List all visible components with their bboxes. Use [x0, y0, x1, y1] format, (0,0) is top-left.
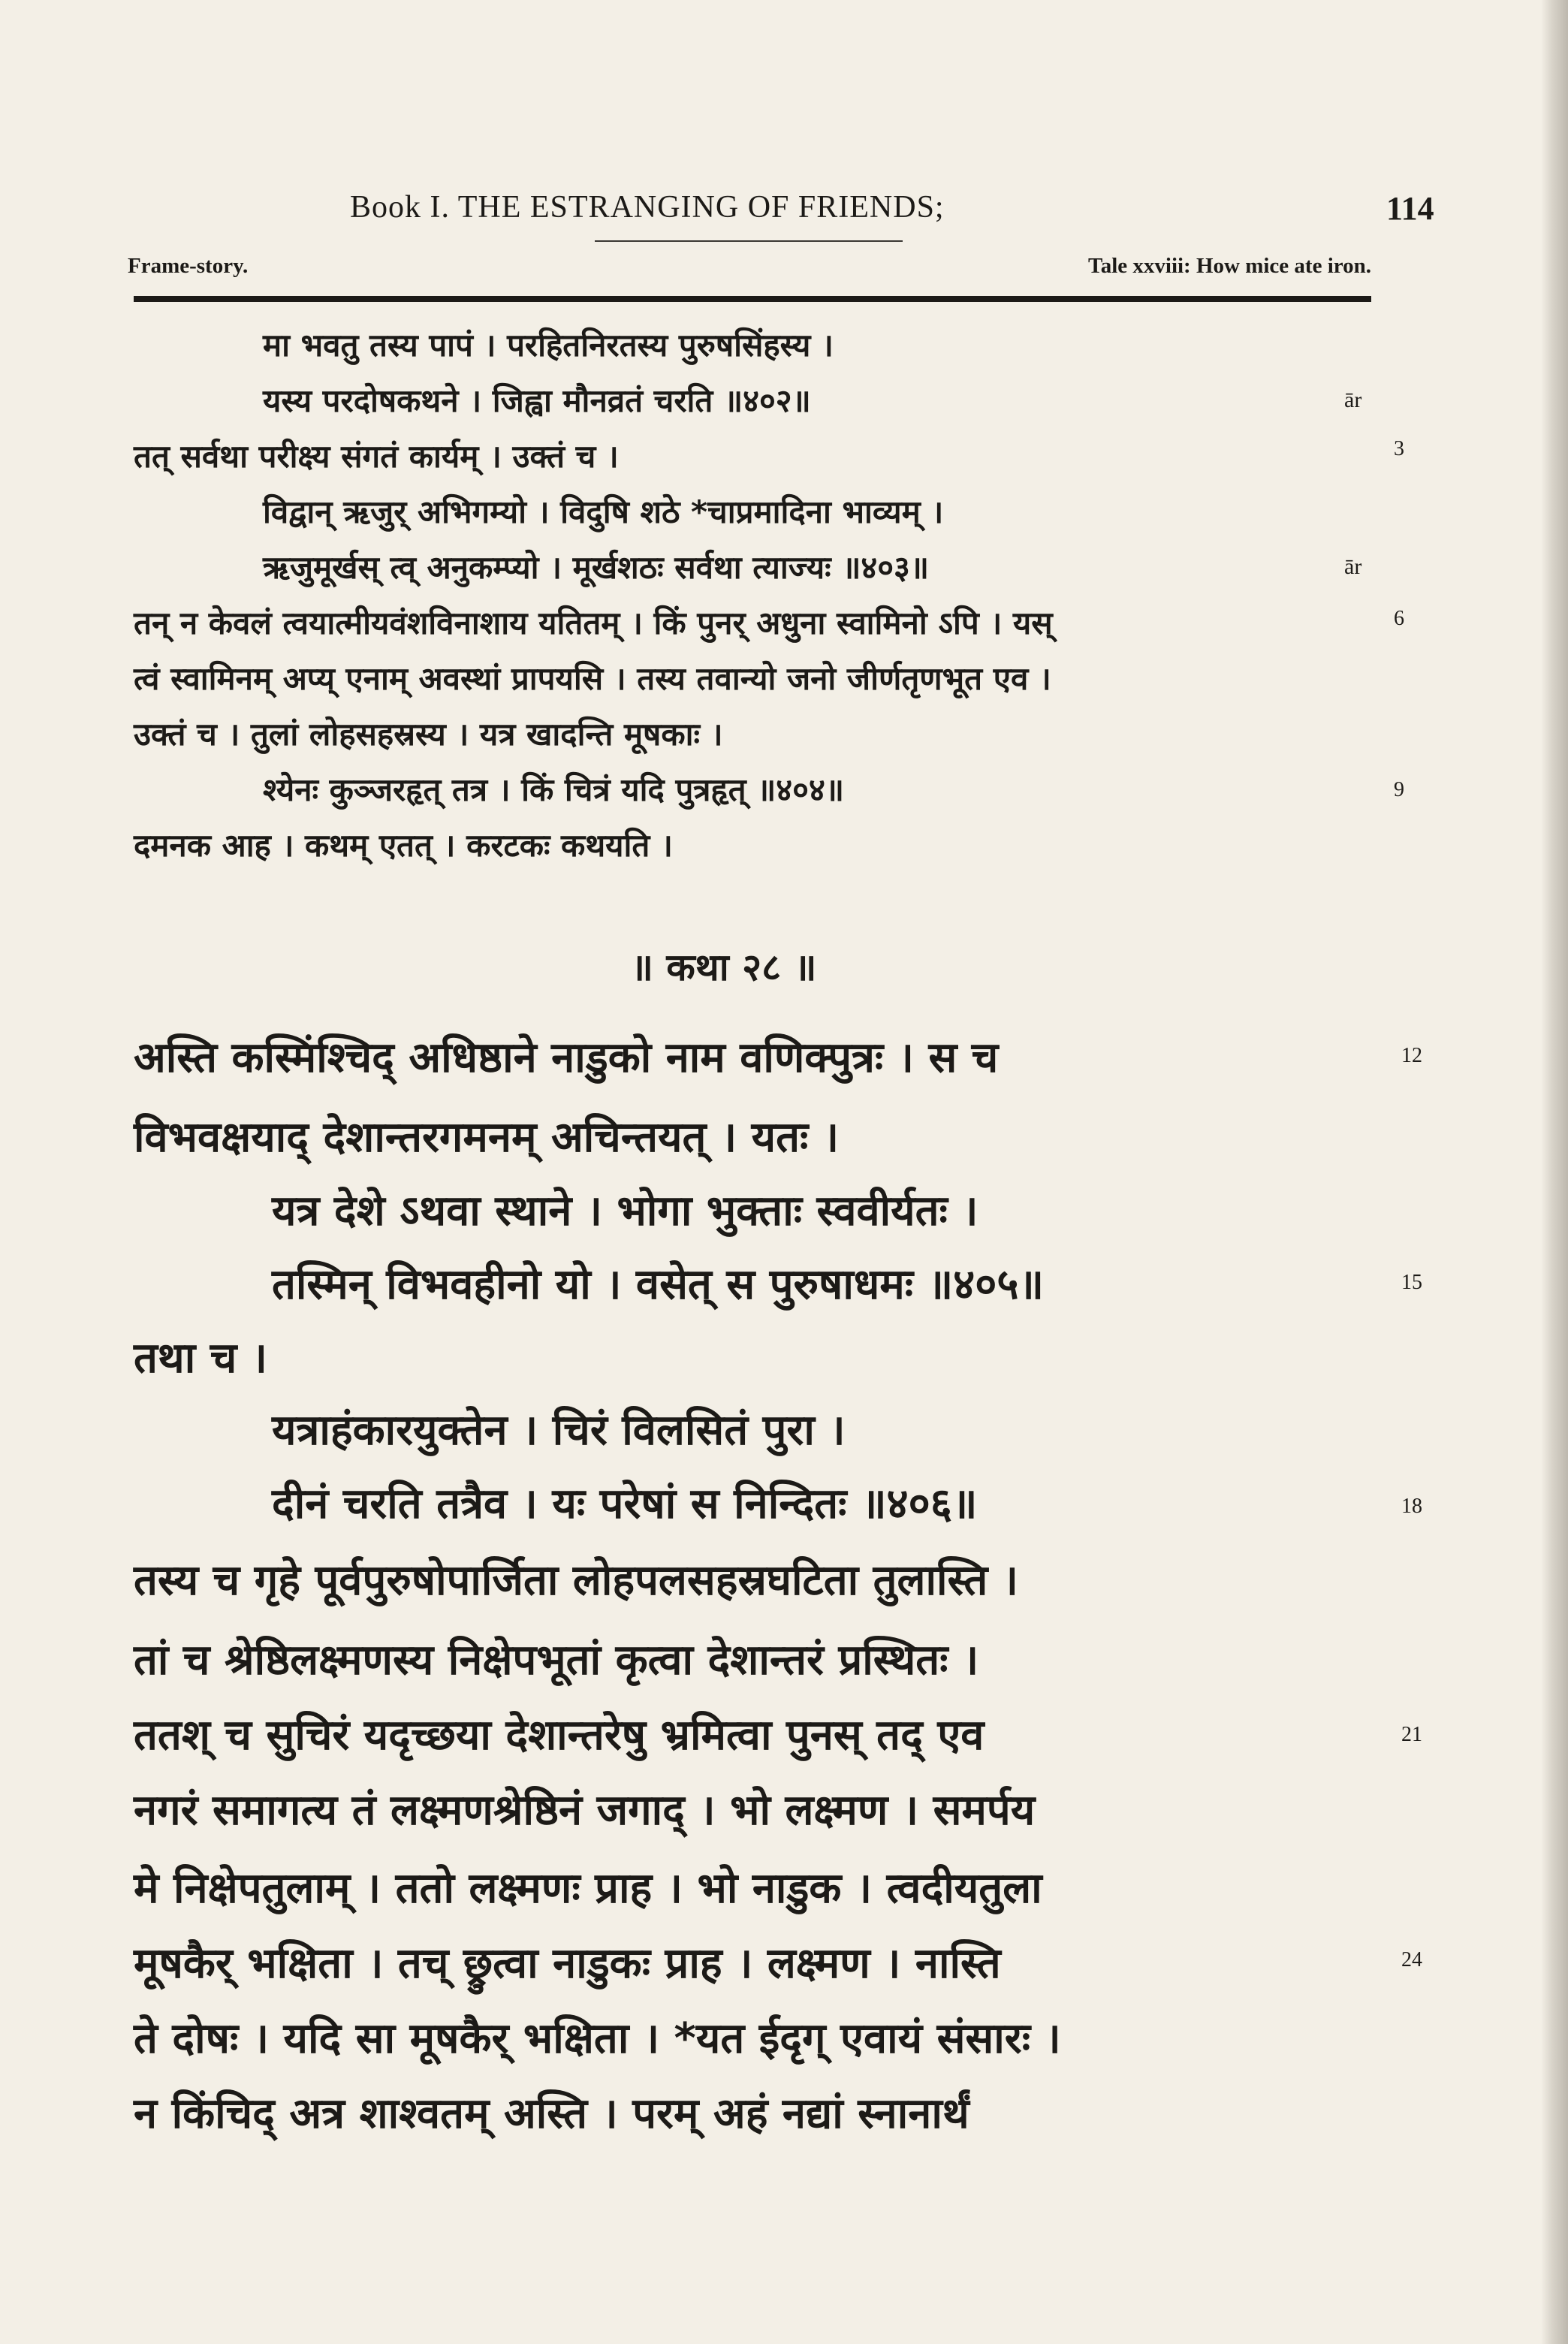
line-number-6: 6 — [1394, 607, 1404, 630]
big-line-15: न किंचिद् अत्र शाश्वतम् अस्ति । परम् अहं नद्यां स्नानार्थं — [134, 2089, 969, 2138]
small-line-8: उक्तं च । तुलां लोहसहस्रस्य । यत्र खादन्ति मूषकाः । — [134, 716, 723, 753]
section-heading: ॥ कथा २८ ॥ — [631, 946, 817, 989]
big-line-6: यत्राहंकारयुक्तेन । चिरं विलसितं पुरा । — [272, 1406, 846, 1455]
line-number-15: 15 — [1401, 1271, 1422, 1294]
small-line-10: दमनक आह । कथम् एतत् । करटकः कथयति । — [134, 827, 673, 864]
big-line-14: ते दोषः । यदि सा मूषकैर् भक्षिता । *यत ईदृग् एवायं संसारः । — [134, 2014, 1061, 2063]
small-line-2: यस्य परदोषकथने । जिह्वा मौनव्रतं चरति ॥४०२॥ — [263, 382, 811, 419]
title-underline — [595, 240, 903, 242]
line-number-12: 12 — [1401, 1044, 1422, 1067]
meter-note-1: ār — [1344, 388, 1362, 412]
running-head-title: Book I. THE ESTRANGING OF FRIENDS; — [350, 190, 945, 225]
line-number-9: 9 — [1394, 778, 1404, 801]
big-line-12: मे निक्षेपतुलाम् । ततो लक्ष्मणः प्राह । भो नाडुक । त्वदीयतुला — [134, 1864, 1042, 1913]
big-line-7: दीनं चरति तत्रैव । यः परेषां स निन्दितः ॥४०६॥ — [272, 1480, 978, 1528]
small-line-4: विद्वान् ऋजुर् अभिगम्यो । विदुषि शठे *चाप्रमादिना भाव्यम् । — [263, 493, 944, 530]
running-head — [0, 189, 1568, 234]
small-line-3: तत् सर्वथा परीक्ष्य संगतं कार्यम् । उक्तं च । — [134, 438, 619, 475]
sub-head — [128, 254, 1371, 284]
big-line-5: तथा च । — [134, 1334, 267, 1383]
header-rule — [134, 296, 1371, 302]
page-edge-shadow — [1541, 0, 1568, 2344]
big-line-4: तस्मिन् विभवहीनो यो । वसेत् स पुरुषाधमः ॥४०५॥ — [272, 1260, 1045, 1309]
tale-label: Tale xxviii: How mice ate iron. — [1088, 254, 1371, 278]
line-number-18: 18 — [1401, 1495, 1422, 1518]
small-line-5: ऋजुमूर्खस् त्व् अनुकम्प्यो । मूर्खशठः सर्वथा त्याज्यः ॥४०३॥ — [263, 549, 930, 586]
big-line-3: यत्र देशे ऽथवा स्थाने । भोगा भुक्ताः स्ववीर्यतः । — [272, 1187, 978, 1235]
meter-note-2: ār — [1344, 554, 1362, 579]
small-line-9: श्येनः कुञ्जरहृत् तत्र । किं चित्रं यदि पुत्रहृत् ॥४०४॥ — [263, 771, 844, 808]
big-line-10: ततश् च सुचिरं यदृच्छया देशान्तरेषु भ्रमित्वा पुनस् तद् एव — [134, 1711, 985, 1760]
big-line-13: मूषकैर् भक्षिता । तच् छ्रुत्वा नाडुकः प्राह । लक्ष्मण । नास्ति — [134, 1939, 1001, 1988]
small-line-1: मा भवतु तस्य पापं । परहितनिरतस्य पुरुषसिंहस्य । — [263, 327, 834, 364]
frame-story-label: Frame-story. — [128, 254, 249, 278]
small-line-7: त्वं स्वामिनम् अप्य् एनाम् अवस्थां प्रापयसि । तस्य तवान्यो जनो जीर्णतृणभूत एव । — [134, 660, 1051, 697]
line-number-21: 21 — [1401, 1723, 1422, 1746]
line-number-24: 24 — [1401, 1948, 1422, 1971]
big-line-11: नगरं समागत्य तं लक्ष्मणश्रेष्ठिनं जगाद् । भो लक्ष्मण । समर्पय — [134, 1786, 1036, 1835]
big-line-9: तां च श्रेष्ठिलक्ष्मणस्य निक्षेपभूतां कृत्वा देशान्तरं प्रस्थितः । — [134, 1636, 979, 1685]
page-number: 114 — [1386, 190, 1434, 227]
small-line-6: तन् न केवलं त्वयात्मीयवंशविनाशाय यतितम् । किं पुनर् अधुना स्वामिनो ऽपि । यस् — [134, 605, 1053, 641]
big-line-1: अस्ति कस्मिंश्चिद् अधिष्ठाने नाडुको नाम वणिक्पुत्रः । स च — [134, 1033, 999, 1082]
line-number-3: 3 — [1394, 437, 1404, 460]
big-line-2: विभवक्षयाद् देशान्तरगमनम् अचिन्तयत् । यतः । — [134, 1113, 840, 1162]
big-line-8: तस्य च गृहे पूर्वपुरुषोपार्जिता लोहपलसहस्रघटिता तुलास्ति । — [134, 1556, 1018, 1605]
